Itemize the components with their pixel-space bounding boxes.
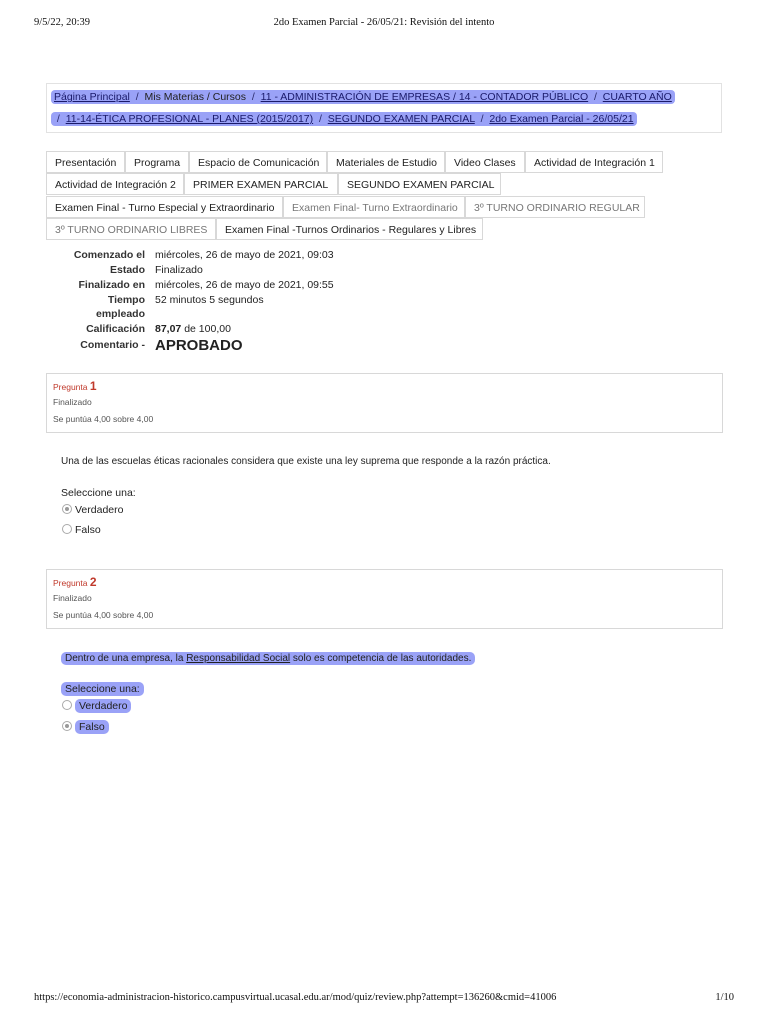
print-document-title: 2do Examen Parcial - 26/05/21: Revisión del intento [273, 17, 495, 28]
question-2-select-label [61, 683, 144, 695]
breadcrumb-section-link[interactable]: SEGUNDO EXAMEN PARCIAL [327, 113, 475, 125]
tab-video-clases[interactable]: Video Clases [445, 151, 525, 173]
question-2-text-highlight [61, 652, 475, 665]
question-2-text-before: Dentro de una empresa, la [65, 653, 187, 664]
question-2-option-verdadero[interactable] [62, 700, 131, 712]
question-1-label-text: Pregunta [53, 382, 88, 392]
radio-selected-icon[interactable] [62, 721, 72, 731]
summary-finished-value: miércoles, 26 de mayo de 2021, 09:55 [155, 279, 334, 291]
question-2-number: 2 [89, 575, 97, 589]
tab-materiales-estudio[interactable]: Materiales de Estudio [327, 151, 445, 173]
radio-unselected-icon[interactable] [62, 700, 72, 710]
question-1-label [53, 379, 97, 393]
question-2-text-after: solo es competencia de las autoridades. [290, 653, 472, 664]
tab-segundo-examen-parcial[interactable]: SEGUNDO EXAMEN PARCIAL [338, 173, 501, 195]
print-page-number: 1/10 [715, 992, 734, 1003]
breadcrumb-course-link[interactable]: 11-14-ÉTICA PROFESIONAL - PLANES (2015/2017) [65, 113, 314, 125]
breadcrumb-row-2 [51, 113, 637, 125]
summary-state-value: Finalizado [155, 264, 203, 276]
summary-state-label: Estado [109, 264, 145, 276]
summary-grade-value: 87,07 [155, 323, 182, 335]
tab-tercer-turno-regular[interactable]: 3º TURNO ORDINARIO REGULAR [465, 196, 645, 218]
breadcrumb-highlight-1 [51, 90, 675, 104]
tab-actividad-integracion-2[interactable]: Actividad de Integración 2 [46, 173, 184, 195]
breadcrumb-career-link[interactable]: 11 - ADMINISTRACIÓN DE EMPRESAS / 14 - CONTADOR PÚBLICO [260, 91, 589, 103]
question-1-number: 1 [89, 379, 97, 393]
question-2-label [53, 575, 97, 589]
summary-grade-label: Calificación [86, 323, 145, 335]
question-2-info [46, 569, 723, 629]
summary-time-value: 52 minutos 5 segundos [155, 294, 264, 306]
summary-started-label: Comenzado el [73, 249, 145, 261]
breadcrumb-separator: / [594, 91, 597, 103]
print-url: https://economia-administracion-historico.campusvirtual.ucasal.edu.ar/mod/quiz/review.php?attempt=136260&cmid=41006 [34, 992, 557, 1003]
question-1-text: Una de las escuelas éticas racionales considera que existe una ley suprema que responde a la razón práctica. [61, 456, 551, 467]
print-datetime: 9/5/22, 20:39 [34, 17, 91, 28]
print-footer [0, 992, 768, 1006]
breadcrumb-exam-link[interactable]: 2do Examen Parcial - 26/05/21 [489, 113, 634, 125]
question-1-state: Finalizado [53, 397, 92, 407]
breadcrumb-highlight-2 [51, 112, 637, 126]
question-2-option-verdadero-label: Verdadero [75, 699, 131, 713]
radio-selected-icon[interactable] [62, 504, 72, 514]
question-2-option-falso[interactable] [62, 721, 109, 733]
question-2-score: Se puntúa 4,00 sobre 4,00 [53, 610, 154, 620]
breadcrumb-separator: / [480, 113, 484, 125]
radio-unselected-icon[interactable] [62, 524, 72, 534]
question-2-text-link: Responsabilidad Social [186, 653, 291, 664]
summary-comment-label: Comentario - [80, 339, 145, 351]
tab-tercer-turno-libres[interactable]: 3º TURNO ORDINARIO LIBRES [46, 218, 216, 240]
tab-programa[interactable]: Programa [125, 151, 189, 173]
summary-grade [155, 323, 231, 335]
question-1-option-verdadero-label: Verdadero [75, 504, 124, 516]
breadcrumb-separator: / [318, 113, 322, 125]
breadcrumb-separator: / [56, 113, 60, 125]
print-header [0, 17, 768, 31]
summary-comment-value: APROBADO [155, 337, 243, 354]
question-1-option-falso-label: Falso [75, 524, 101, 536]
summary-time-label-2: empleado [95, 308, 145, 320]
tab-examen-final-extraordinario[interactable]: Examen Final- Turno Extraordinario [283, 196, 465, 218]
question-1-option-verdadero[interactable] [62, 504, 123, 516]
tab-presentacion[interactable]: Presentación [46, 151, 125, 173]
breadcrumb-home-link[interactable]: Página Principal [54, 91, 130, 103]
breadcrumb-separator: / [135, 91, 139, 103]
summary-started-value: miércoles, 26 de mayo de 2021, 09:03 [155, 249, 334, 261]
tab-examen-final-especial[interactable]: Examen Final - Turno Especial y Extraordinario [46, 196, 283, 218]
summary-finished-label: Finalizado en [78, 279, 145, 291]
question-1-info [46, 373, 723, 433]
question-1-select-label: Seleccione una: [61, 487, 136, 499]
tab-actividad-integracion-1[interactable]: Actividad de Integración 1 [525, 151, 663, 173]
summary-time-label-1: Tiempo [107, 294, 145, 306]
tab-espacio-comunicacion[interactable]: Espacio de Comunicación [189, 151, 327, 173]
tab-primer-examen-parcial[interactable]: PRIMER EXAMEN PARCIAL [184, 173, 338, 195]
question-1-option-falso[interactable] [62, 524, 101, 536]
breadcrumb-row-1 [51, 91, 675, 103]
tab-examen-final-ordinarios[interactable]: Examen Final -Turnos Ordinarios - Regulares y Libres [216, 218, 483, 240]
breadcrumb-separator: / [251, 91, 255, 103]
breadcrumb-my-courses[interactable]: Mis Materias / Cursos [144, 91, 247, 103]
summary-grade-suffix: de 100,00 [184, 323, 231, 335]
breadcrumb-year-link[interactable]: CUARTO AÑO [602, 91, 672, 103]
question-2-text [61, 653, 475, 664]
question-2-select-label-text: Seleccione una: [61, 682, 144, 696]
question-1-score: Se puntúa 4,00 sobre 4,00 [53, 414, 154, 424]
breadcrumb [46, 83, 722, 133]
question-2-state: Finalizado [53, 593, 92, 603]
question-2-option-falso-label: Falso [75, 720, 109, 734]
question-2-label-text: Pregunta [53, 578, 88, 588]
